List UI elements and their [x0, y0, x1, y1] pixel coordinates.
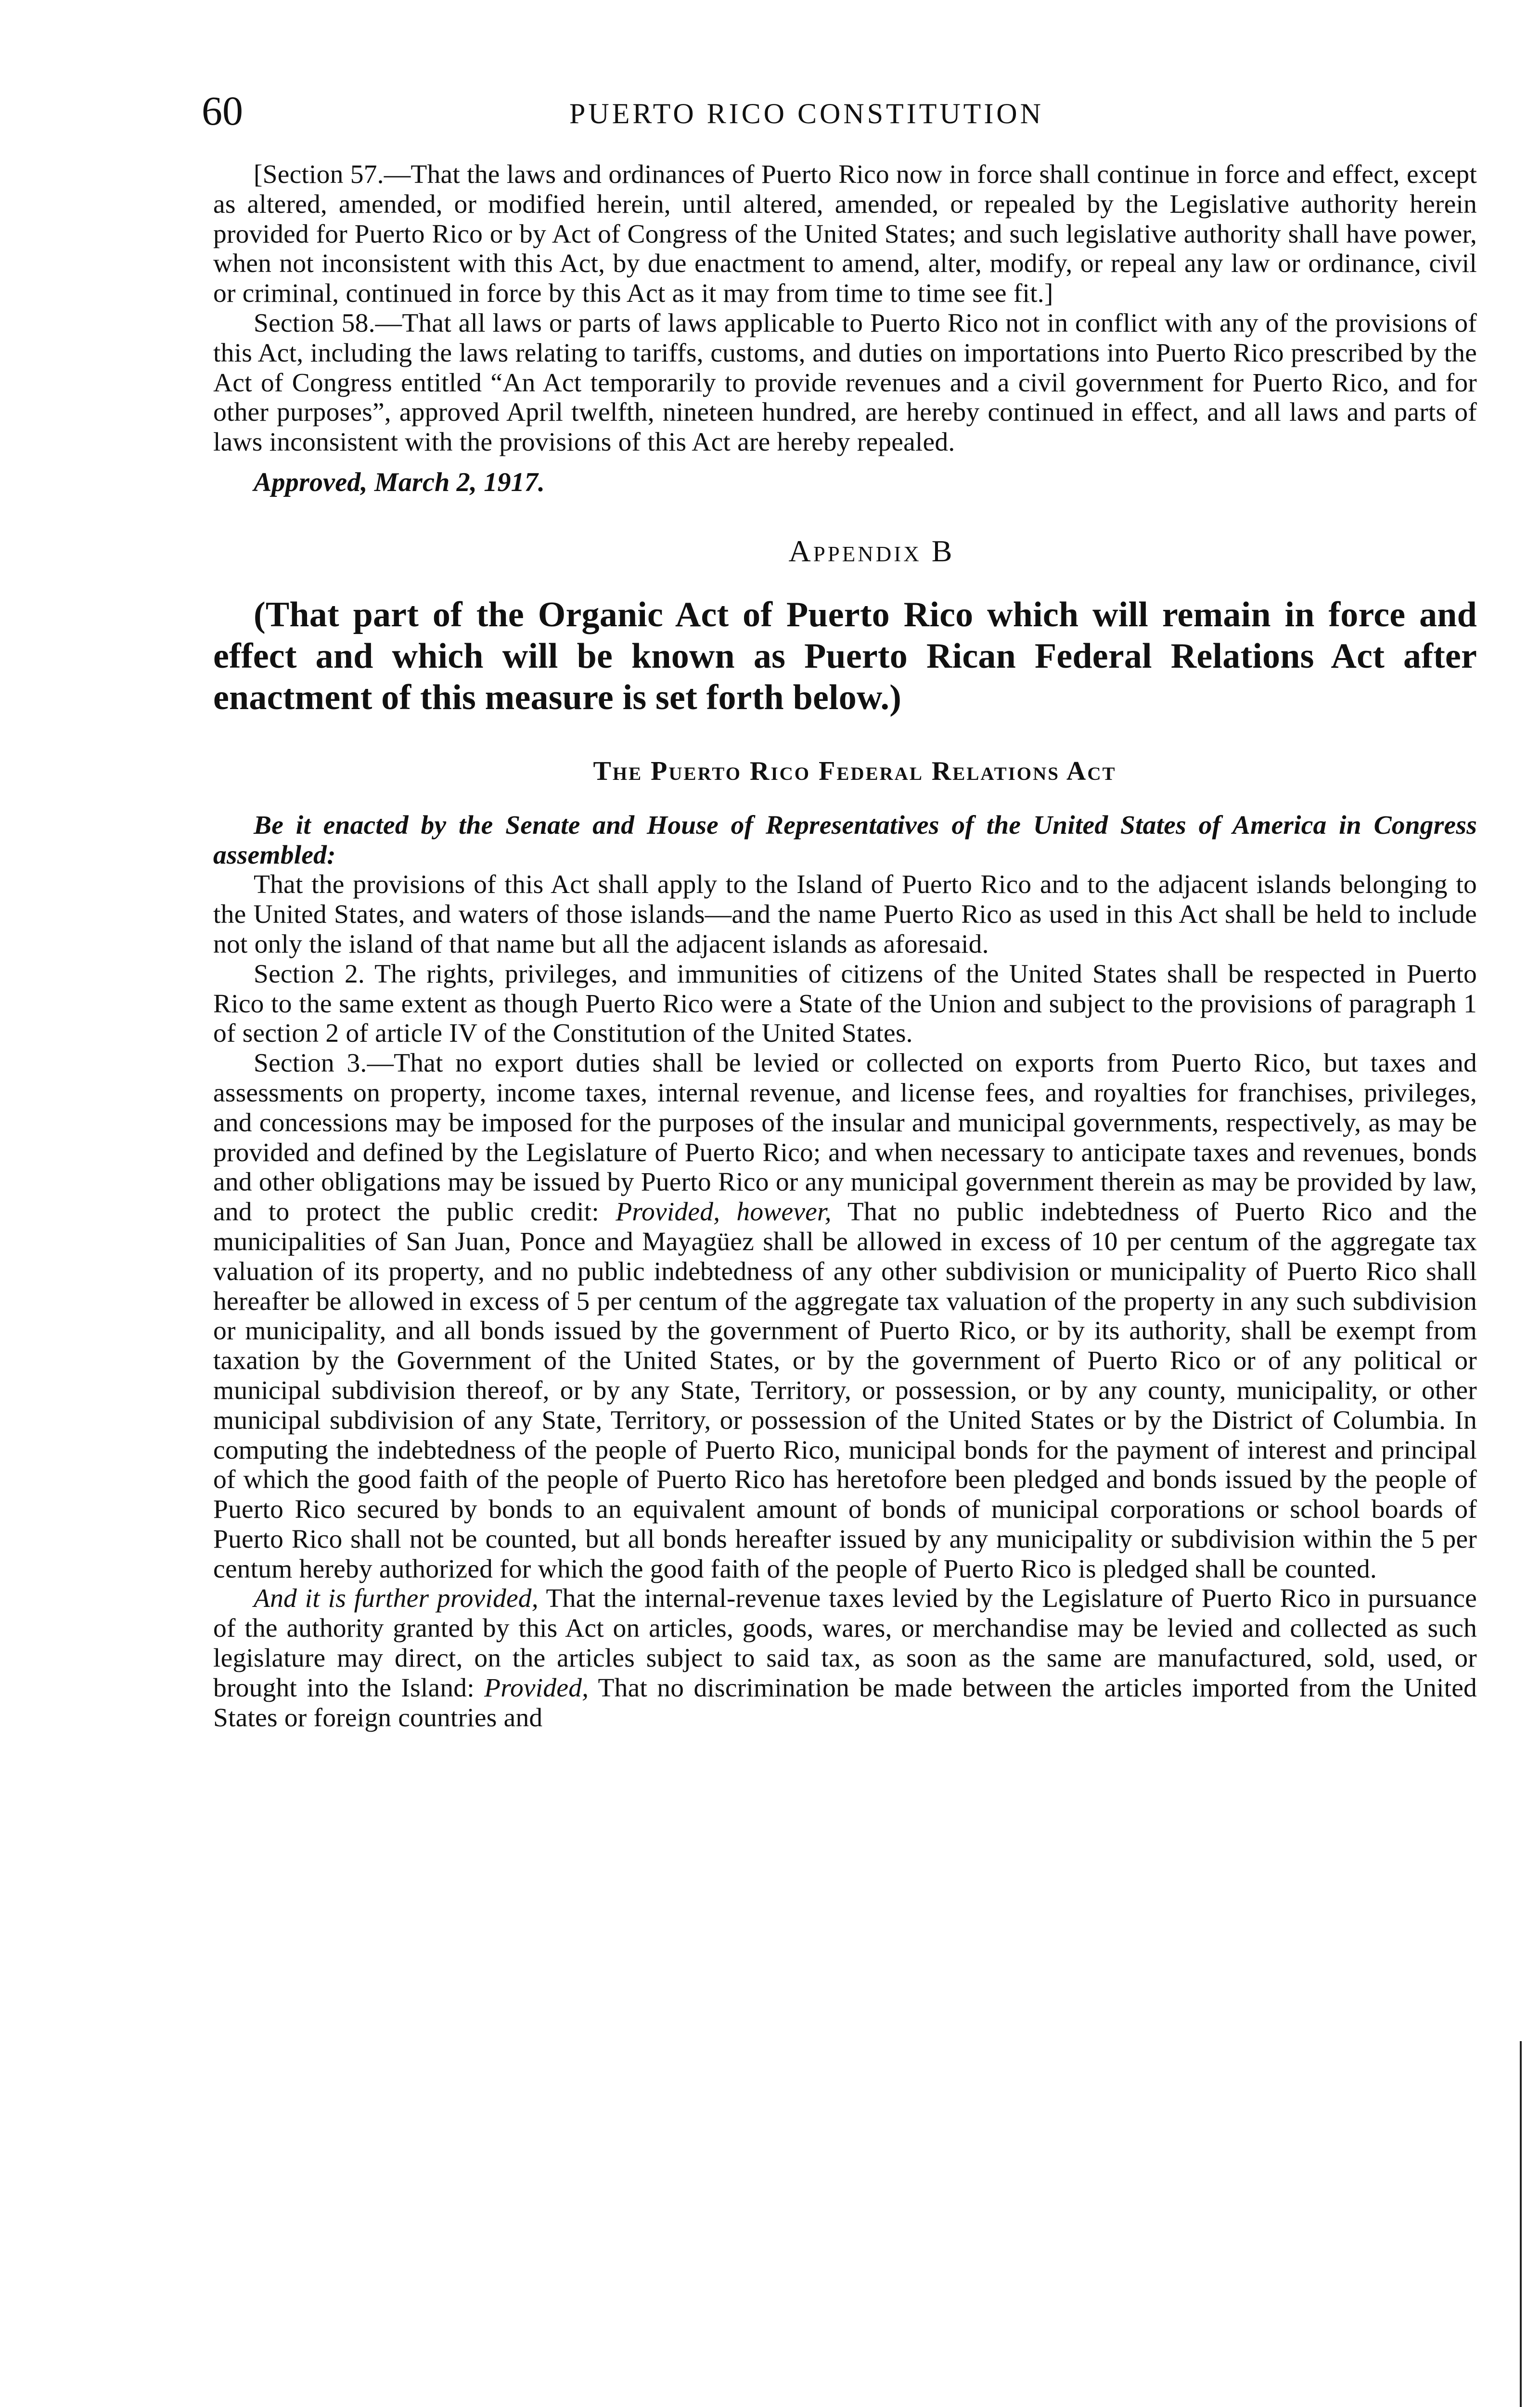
appendix-intro: (That part of the Organic Act of Puerto Rico which will remain in force and effect and which will be known as Puerto Rican Federal Relations Act after enactment of this measure is set forth below.)	[213, 595, 1477, 717]
section-2-paragraph: Section 2. The rights, privileges, and immunities of citizens of the United States shall be respected in Puerto Rico to the same extent as though Puerto Rico were a State of the Union and subject to the provisions of paragraph 1 of section 2 of article IV of the Constitution of the United States.	[213, 959, 1477, 1048]
section-3-text-2: That no public indebtedness of Puerto Rico and the municipalities of San Juan, Ponce and Mayagüez shall be allowed in excess of 10 per centum of the aggregate tax valuation of its property, and no public indebtedness of any other subdivision or municipality of Puerto Rico shall hereafter be allowed in excess of 5 per centum of the aggregate tax valuation of the property in any such subdivision or municipality, and all bonds issued by the government of Puerto Rico, or by its authority, shall be exempt from taxation by the Government of the United States, or by the government of Puerto Rico or of any political or municipal subdivision thereof, or by any State, Territory, or possession, or by any county, municipality, or other municipal subdivision of any State, Territory, or possession of the United States or by the District of Columbia. In computing the indebtedness of the people of Puerto Rico, municipal bonds for the payment of interest and principal of which the good faith of the people of Puerto Rico has heretofore been pledged and bonds issued by the people of Puerto Rico secured by bonds to an equivalent amount of bonds of municipal corporations or school boards of Puerto Rico shall not be counted, but all bonds hereafter issued by any municipality or subdivision within the 5 per centum hereby authorized for which the good faith of the people of Puerto Rico is pledged shall be counted.	[213, 1197, 1477, 1584]
running-head: PUERTO RICO CONSTITUTION	[569, 98, 1044, 129]
margin-rule	[1520, 2041, 1522, 2407]
section-3-text-1: Section 3.—That no export duties shall be levied or collected on exports from Puerto Rico, but taxes and assessments on property, income taxes, internal revenue, and license fees, and royalties for franchises, privileges, and concessions may be imposed for the purposes of the insular and municipal governments, respectively, as may be provided and defined by the Legislature of Puerto Rico; and when necessary to anticipate taxes and revenues, bonds and other obligations may be issued by Puerto Rico or any municipal government therein as may be provided by law, and to protect the public credit:	[213, 1048, 1477, 1227]
section-3-paragraph	[213, 1048, 1477, 1584]
enacting-clause: Be it enacted by the Senate and House of Representatives of the United States of America in Congress assembled:	[213, 810, 1477, 870]
section-3-text-3: That the internal-revenue taxes levied by the Legislature of Puerto Rico in pursuance of the authority granted by this Act on articles, goods, wares, or merchandise may be levied and collected as such legislature may direct, on the articles subject to said tax, as soon as the same are manufactured, sold, used, or brought into the Island:	[213, 1584, 1477, 1703]
section-1-paragraph: That the provisions of this Act shall apply to the Island of Puerto Rico and to the adjacent islands belonging to the United States, and waters of those islands—and the name Puerto Rico as used in this Act shall be held to include not only the island of that name but all the adjacent islands as aforesaid.	[213, 870, 1477, 959]
section-3-continuation	[213, 1584, 1477, 1733]
appendix-heading: Appendix B	[788, 533, 955, 568]
proviso-label: Provided, however,	[616, 1197, 832, 1227]
page-number: 60	[202, 88, 243, 134]
section-3-text-4: That no discrimination be made between the articles imported from the United States or foreign countries and	[213, 1673, 1477, 1733]
section-57-paragraph: [Section 57.—That the laws and ordinances of Puerto Rico now in force shall continue in force and effect, except as altered, amended, or modified herein, until altered, amended, or repealed by the Legislative authority herein provided for Puerto Rico or by Act of Congress of the United States; and such legislative authority shall have power, when not inconsistent with this Act, by due enactment to amend, alter, modify, or repeal any law or ordinance, civil or criminal, continued in force by this Act as it may from time to time see fit.]	[213, 160, 1477, 309]
section-58-paragraph: Section 58.—That all laws or parts of laws applicable to Puerto Rico not in conflict with any of the provisions of this Act, including the laws relating to tariffs, customs, and duties on importations into Puerto Rico prescribed by the Act of Congress entitled “An Act temporarily to provide revenues and a civil government for Puerto Rico, and for other purposes”, approved April twelfth, nineteen hundred, are hereby continued in effect, and all laws and parts of laws inconsistent with the provisions of this Act are hereby repealed.	[213, 308, 1477, 457]
approval-date: Approved, March 2, 1917.	[254, 467, 545, 497]
act-title: The Puerto Rico Federal Relations Act	[593, 756, 1116, 786]
proviso-label: And it is further provided,	[254, 1584, 539, 1614]
proviso-label: Provided,	[484, 1673, 589, 1703]
page-header	[202, 87, 1477, 140]
document-page	[202, 87, 1477, 1733]
